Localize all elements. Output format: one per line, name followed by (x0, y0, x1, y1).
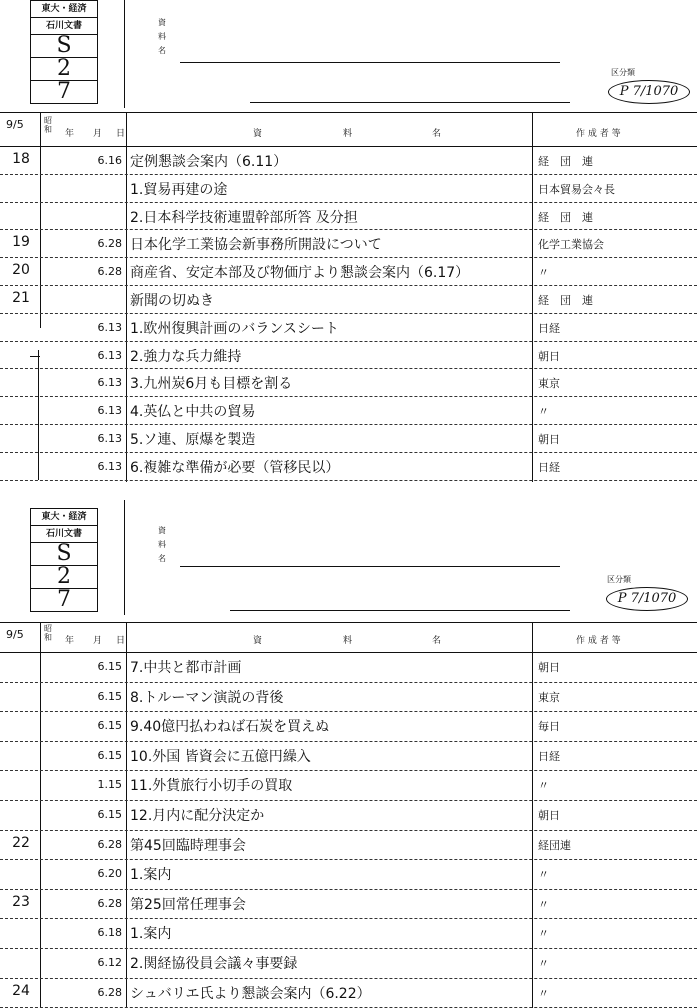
archive-stamp (30, 0, 98, 104)
row-date: 6.13 (97, 404, 122, 418)
row-number: 20 (12, 262, 30, 279)
row-title: 日本化学工業協会新事務所開設について (130, 237, 382, 254)
row-divider (0, 229, 697, 230)
date-prefix: 9/5 (6, 118, 24, 131)
row-title: シュバリエ氏より懇談会案内（6.22） (130, 985, 371, 1002)
row-title: 1.欧州復興計画のバランスシート (130, 320, 339, 337)
row-author: 東京 (538, 690, 560, 704)
row-date: 6.16 (97, 154, 122, 167)
row-divider (0, 978, 697, 979)
row-author: 経 団 連 (538, 294, 593, 307)
classification-code: P 7/1070 (608, 80, 690, 104)
row-divider (0, 889, 697, 890)
stamp-number-2: 2 (31, 58, 97, 81)
row-date: 6.12 (97, 956, 122, 969)
row-title: 2.関経協役員会議々事要録 (130, 956, 298, 972)
row-divider (0, 396, 697, 397)
row-title: 8.トルーマン演説の背後 (130, 689, 284, 706)
row-divider (0, 800, 697, 801)
header-mei: 名 (432, 129, 442, 139)
stamp-line-1: 東大・経済 (31, 509, 97, 526)
showa-label: 昭和 (44, 116, 52, 134)
row-author: 日経 (538, 321, 560, 335)
row-author: 朝日 (538, 433, 560, 446)
row-date: 6.28 (97, 985, 122, 999)
row-divider (0, 948, 697, 949)
row-divider (0, 341, 697, 342)
row-author: 〃 (538, 957, 549, 970)
row-author: 日本貿易会々長 (538, 182, 615, 196)
row-divider (0, 711, 697, 712)
row-author: 経 団 連 (538, 210, 593, 224)
row-date: 6.15 (97, 719, 122, 733)
row-author: 〃 (538, 897, 549, 911)
row-divider (0, 480, 697, 481)
row-date: 1.15 (97, 778, 122, 792)
classification-code: P 7/1070 (606, 587, 688, 611)
row-title: 1.案内 (130, 867, 172, 884)
row-title: 11.外貨旅行小切手の買取 (130, 778, 293, 795)
month-label: 月 (93, 129, 103, 139)
row-title: 定例懇談会案内（6.11） (130, 154, 288, 170)
stamp-line-2: 石川文書 (31, 18, 97, 35)
row-date: 6.13 (97, 459, 122, 473)
row-number: 21 (12, 290, 30, 306)
header-shi: 資 (253, 636, 263, 646)
row-divider (0, 830, 697, 831)
row-title: 2.強力な兵力維持 (130, 348, 242, 365)
stamp-number-3: 7 (57, 587, 71, 612)
row-title: 商産省、安定本部及び物価庁より懇談会案内（6.17） (130, 265, 470, 282)
row-author: 〃 (538, 927, 549, 941)
row-title: 1.貿易再建の途 (130, 181, 228, 198)
day-label: 日 (116, 129, 126, 139)
row-author: 〃 (538, 868, 549, 882)
row-title: 新聞の切ぬき (130, 293, 214, 309)
stamp-number-3: 7 (57, 79, 71, 104)
row-number: 18 (12, 151, 30, 167)
row-divider (0, 424, 697, 425)
row-date: 6.13 (97, 348, 122, 362)
row-title: 2.日本科学技術連盟幹部所答 及分担 (130, 209, 358, 226)
row-divider (0, 770, 697, 771)
row-author: 東京 (538, 377, 560, 391)
row-title: 1.案内 (130, 926, 172, 943)
showa-label: 昭和 (44, 624, 52, 642)
row-date: 6.15 (97, 689, 122, 703)
row-date: 6.13 (97, 320, 122, 334)
row-author: 〃 (538, 266, 549, 280)
row-divider (0, 285, 697, 286)
row-title: 7.中共と都市計画 (130, 660, 242, 676)
row-author: 〃 (538, 405, 549, 419)
row-divider (0, 174, 697, 175)
row-author: 朝日 (538, 661, 560, 674)
row-author: 〃 (538, 986, 549, 1000)
material-label: 資 料 名 (158, 18, 166, 55)
material-label: 資 料 名 (158, 526, 166, 563)
row-divider (0, 202, 697, 203)
stamp-number-1: S (31, 35, 97, 58)
row-author: 朝日 (538, 349, 560, 363)
classification-label: 区分類 (607, 575, 631, 584)
row-date: 6.20 (97, 867, 122, 881)
row-title: 6.複雑な準備が必要（管移民以） (130, 459, 340, 476)
row-title: 10.外国 皆資会に五億円繰入 (130, 748, 311, 765)
header-ryo: 料 (343, 636, 353, 646)
row-author: 〃 (538, 779, 549, 793)
row-date: 6.28 (97, 896, 122, 910)
header-mei: 名 (432, 636, 442, 646)
row-author: 化学工業協会 (538, 238, 604, 252)
row-number: 22 (12, 834, 30, 851)
row-author: 経 団 連 (538, 155, 593, 168)
row-divider (0, 682, 697, 683)
row-title: 12.月内に配分決定か (130, 808, 265, 824)
row-author: 日経 (538, 460, 560, 474)
header-shi: 資 (253, 129, 263, 139)
year-label: 年 (65, 129, 75, 139)
row-divider (0, 368, 697, 369)
row-number: 19 (12, 234, 30, 251)
row-title: 第45回臨時理事会 (130, 837, 246, 854)
row-title: 5.ソ連、原爆を製造 (130, 432, 256, 448)
row-title: 9.40億円払わねば石炭を買えぬ (130, 719, 330, 736)
row-date: 6.28 (97, 837, 122, 851)
row-date: 6.13 (97, 376, 122, 390)
row-date: 6.28 (97, 237, 122, 251)
row-author: 朝日 (538, 809, 560, 822)
row-divider (0, 452, 697, 453)
stamp-line-2: 石川文書 (31, 526, 97, 543)
row-date: 6.15 (97, 808, 122, 821)
row-title: 第25回常任理事会 (130, 896, 246, 913)
row-date: 6.15 (97, 748, 122, 762)
row-divider (0, 313, 697, 314)
year-label: 年 (65, 636, 75, 646)
row-divider (0, 859, 697, 860)
row-title: 3.九州炭6月も目標を割る (130, 376, 293, 393)
author-header: 作 成 者 等 (576, 636, 621, 646)
month-label: 月 (93, 636, 103, 646)
row-author: 日経 (538, 749, 560, 763)
row-date: 6.13 (97, 432, 122, 445)
row-divider (0, 918, 697, 919)
classification-label: 区分類 (611, 68, 635, 77)
row-date: 6.18 (97, 926, 122, 940)
stamp-line-1: 東大・経済 (31, 1, 97, 18)
stamp-number-1: S (31, 543, 97, 566)
author-header: 作 成 者 等 (576, 129, 621, 139)
archive-stamp (30, 508, 98, 612)
row-author: 経団連 (538, 838, 571, 852)
row-title: 4.英仏と中共の貿易 (130, 404, 256, 421)
row-number: 24 (12, 982, 30, 999)
header-ryo: 料 (343, 129, 353, 139)
row-divider (0, 741, 697, 742)
row-date: 6.28 (97, 265, 122, 279)
row-author: 毎日 (538, 720, 560, 734)
row-number: 23 (12, 893, 30, 910)
date-prefix: 9/5 (6, 628, 24, 641)
row-divider (0, 257, 697, 258)
stamp-number-2: 2 (31, 566, 97, 589)
day-label: 日 (116, 636, 126, 646)
row-date: 6.15 (97, 660, 122, 673)
